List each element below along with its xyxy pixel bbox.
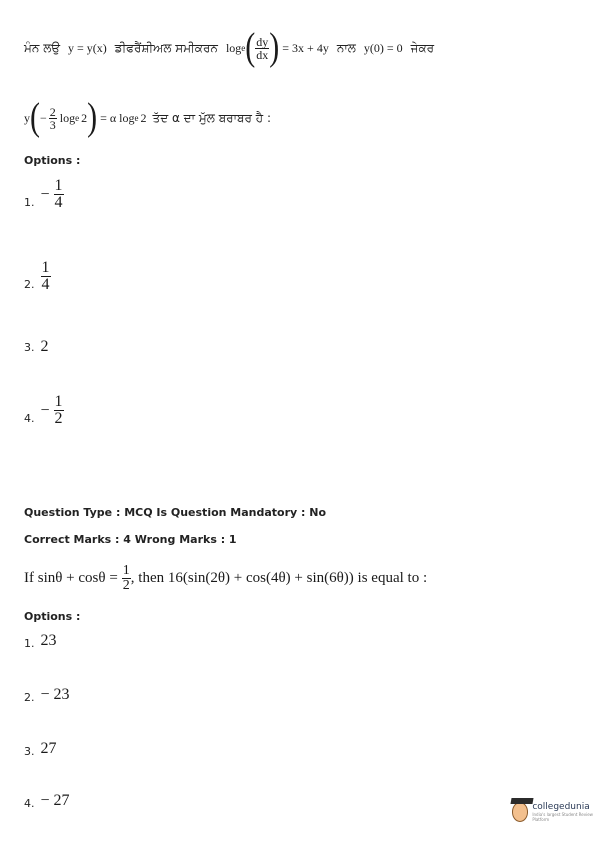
- q1-line2-close-paren: ): [87, 95, 98, 139]
- q1-option-4-number: 4.: [24, 412, 35, 425]
- q1-line2-log-base: e: [75, 113, 80, 123]
- q1-punjabi-let: ਮੰਨ ਲਉ: [24, 40, 60, 55]
- q2-stem-prefix: If sinθ + cosθ =: [24, 569, 118, 586]
- q2-stem-denominator: 2: [122, 577, 130, 593]
- q1-function: y = y(x): [68, 40, 107, 55]
- q2-option-4-number: 4.: [24, 797, 35, 810]
- q1-option-2-number: 2.: [24, 278, 35, 291]
- q1-option-3-number: 3.: [24, 341, 35, 354]
- q2-option-2-value: − 23: [40, 686, 70, 703]
- q2-stem: [24, 556, 427, 600]
- q1-equation: [225, 25, 329, 69]
- mascot-icon: [512, 802, 528, 822]
- logo-name: collegedunia: [532, 802, 590, 812]
- q1-option-4-denominator: 2: [54, 410, 63, 427]
- q1-line2-rhs: = α log: [100, 110, 135, 125]
- q1-option-1-value: [41, 178, 64, 211]
- q2-option-4[interactable]: [24, 792, 70, 810]
- logo-text-block: [532, 802, 595, 822]
- q2-options-label: Options :: [24, 610, 81, 623]
- q1-option-4-numerator: 1: [54, 393, 63, 410]
- q1-dx: dx: [256, 47, 269, 62]
- q1-log: log: [225, 40, 242, 55]
- q1-option-1-denominator: 4: [54, 194, 63, 211]
- q1-option-4-sign: −: [40, 401, 50, 419]
- q1-option-2-fraction: [41, 260, 51, 293]
- q2-stem-suffix: , then 16(sin(2θ) + cos(4θ) + sin(6θ)) is equal to :: [130, 569, 428, 586]
- q1-option-2-denominator: 4: [41, 276, 50, 293]
- q1-line1: [24, 25, 584, 69]
- q1-log-base: e: [241, 43, 246, 53]
- q1-option-4-fraction: [54, 394, 64, 427]
- q1-dy: dy: [256, 34, 269, 49]
- q2-option-2[interactable]: [24, 686, 70, 704]
- q1-option-4-value: [41, 394, 64, 427]
- q1-option-1-sign: −: [40, 185, 50, 203]
- collegedunia-logo[interactable]: [512, 802, 595, 822]
- q2-option-1-value: 23: [40, 632, 57, 649]
- q1-minus: −: [40, 110, 47, 125]
- q1-two-thirds-num: 2: [49, 104, 56, 119]
- q1-line2-log: log: [59, 110, 76, 125]
- q1-option-1-fraction: [54, 178, 64, 211]
- q1-option-3-value: 2: [40, 338, 49, 355]
- q1-line2: [24, 95, 272, 139]
- q2-option-4-value: − 27: [40, 792, 70, 809]
- q1-line2-open-paren: (: [30, 95, 40, 139]
- q1-option-4[interactable]: [24, 394, 64, 427]
- q1-punjabi-if: ਜੇਕਰ: [410, 40, 435, 55]
- q1-two-thirds-den: 3: [49, 117, 56, 132]
- q1-option-2-value: [41, 260, 51, 293]
- q1-line2-rhs-arg: 2: [140, 110, 147, 125]
- q2-type-line: Question Type : MCQ Is Question Mandatory : No: [24, 506, 327, 519]
- q1-option-1[interactable]: [24, 178, 64, 211]
- q1-punjabi-with: ਨਾਲ: [336, 40, 356, 55]
- logo-tagline: India's largest Student Review Platform: [532, 812, 593, 822]
- q1-y: y: [24, 110, 30, 125]
- q1-dydx-fraction: [255, 36, 269, 61]
- q2-option-3-value: 27: [40, 740, 57, 757]
- q2-option-1-number: 1.: [24, 637, 35, 650]
- q1-punjabi-diffeq: ਡੀਫਰੈਂਸ਼ੀਅਲ ਸਮੀਕਰਨ: [114, 40, 218, 55]
- q2-marks-line: Correct Marks : 4 Wrong Marks : 1: [24, 533, 237, 546]
- q2-stem-fraction: [122, 564, 131, 593]
- q1-option-1-numerator: 1: [54, 177, 63, 194]
- q2-stem-numerator: 1: [122, 562, 130, 578]
- q2-option-3-number: 3.: [24, 745, 35, 758]
- q1-rhs: = 3x + 4y: [282, 40, 329, 55]
- q1-two-thirds: [49, 106, 57, 131]
- q1-line2-log-arg: 2: [81, 110, 88, 125]
- q2-option-2-number: 2.: [24, 691, 35, 704]
- q1-option-3[interactable]: [24, 338, 49, 356]
- q1-option-2[interactable]: [24, 260, 51, 293]
- q2-option-1[interactable]: [24, 632, 57, 650]
- q1-close-paren: ): [269, 25, 280, 69]
- q1-line2-rhs-base: e: [134, 113, 139, 123]
- q1-options-label: Options :: [24, 154, 81, 167]
- q1-open-paren: (: [245, 25, 256, 69]
- q2-option-3[interactable]: [24, 740, 57, 758]
- q1-option-2-numerator: 1: [41, 259, 50, 276]
- q1-punjabi-then: ਤੱਦ α ਦਾ ਮੁੱਲ ਬਰਾਬਰ ਹੈ :: [152, 110, 272, 125]
- q1-condition-expr: [24, 95, 147, 139]
- q1-option-1-number: 1.: [24, 196, 35, 209]
- q1-initial-condition: y(0) = 0: [363, 40, 403, 55]
